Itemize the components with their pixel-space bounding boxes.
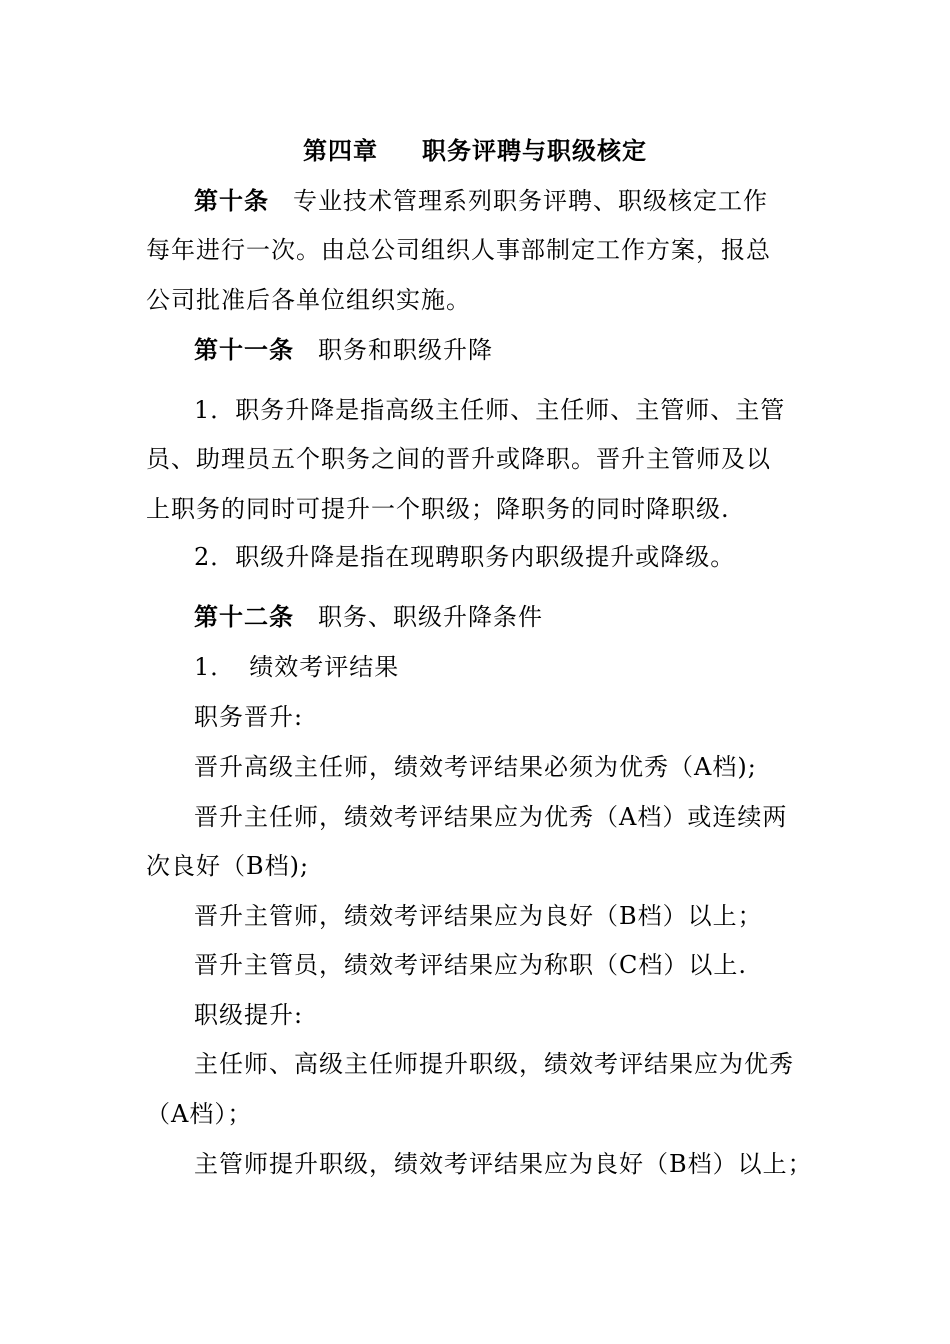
chapter-number: 第四章 bbox=[303, 136, 378, 165]
article-11-para-2: 2．职级升降是指在现聘职务内职级提升或降级。 bbox=[194, 543, 736, 571]
rank-heading: 职级提升: bbox=[194, 1001, 304, 1029]
rank-director-line-1: 主任师、高级主任师提升职级，绩效考评结果应为优秀 bbox=[194, 1050, 794, 1078]
article-11-para-1-line-1: 1．职务升降是指高级主任师、主任师、主管师、主管 bbox=[194, 396, 786, 424]
promotion-director-line-1: 晋升主任师，绩效考评结果应为优秀（A档）或连续两 bbox=[194, 803, 788, 831]
article-11-title: 职务和职级升降 bbox=[318, 336, 493, 364]
article-10-line-1 bbox=[194, 186, 810, 216]
item-1-text: 绩效考评结果 bbox=[249, 653, 400, 681]
article-12-heading bbox=[194, 602, 810, 632]
promotion-heading: 职务晋升: bbox=[194, 703, 304, 731]
article-11-para-1-line-2: 员、助理员五个职务之间的晋升或降职。晋升主管师及以 bbox=[146, 445, 771, 473]
rank-director-line-2: （A档）； bbox=[146, 1100, 253, 1128]
rank-supervisor: 主管师提升职级，绩效考评结果应为良好（B档）以上； bbox=[194, 1150, 813, 1178]
article-11-para-1-line-3: 上职务的同时可提升一个职级；降职务的同时降职级. bbox=[146, 495, 730, 523]
promotion-director-line-2: 次良好（B档); bbox=[146, 852, 310, 880]
chapter-name: 职务评聘与职级核定 bbox=[422, 136, 647, 165]
article-11-heading bbox=[194, 335, 810, 365]
promotion-senior-director: 晋升高级主任师，绩效考评结果必须为优秀（A档); bbox=[194, 753, 757, 781]
article-11-label: 第十一条 bbox=[194, 335, 294, 364]
promotion-supervisor: 晋升主管师，绩效考评结果应为良好（B档）以上； bbox=[194, 902, 763, 930]
article-10-line-2: 每年进行一次。由总公司组织人事部制定工作方案，报总 bbox=[146, 236, 771, 264]
item-1-number: 1． bbox=[194, 653, 236, 681]
article-12-label: 第十二条 bbox=[194, 602, 294, 631]
chapter-title bbox=[0, 136, 950, 166]
promotion-staff: 晋升主管员，绩效考评结果应为称职（C档）以上. bbox=[194, 951, 747, 979]
article-12-title: 职务、职级升降条件 bbox=[318, 603, 543, 631]
article-10-line-3: 公司批准后各单位组织实施。 bbox=[146, 286, 471, 314]
article-12-item-1 bbox=[194, 652, 810, 682]
article-10-text-1: 专业技术管理系列职务评聘、职级核定工作 bbox=[293, 187, 768, 215]
article-10-label: 第十条 bbox=[194, 186, 269, 215]
